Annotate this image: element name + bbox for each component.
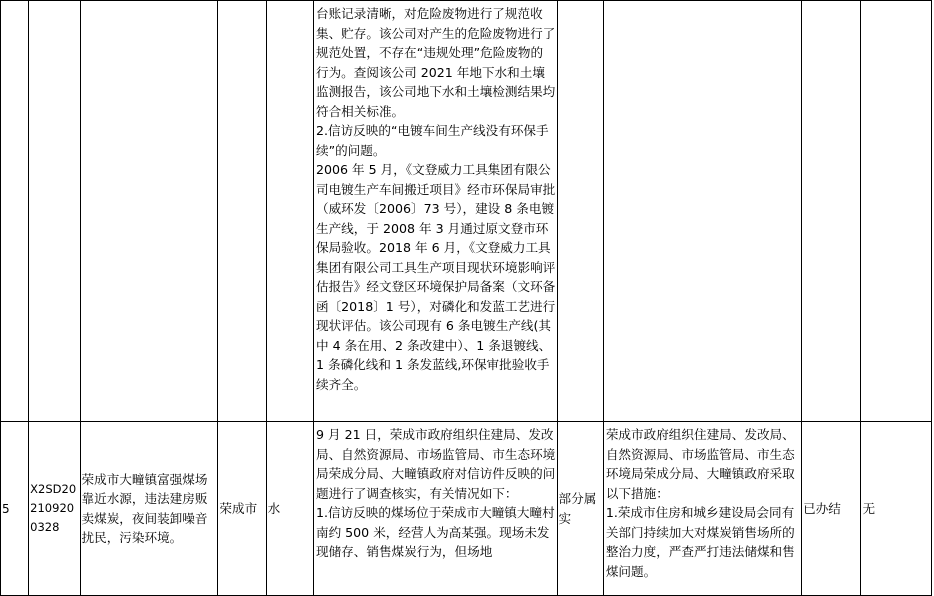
findings-paragraph: 1.信访反映的煤场位于荣成市大疃镇大疃村南约 500 米，经营人为高某强。现场未发现储存、销售煤炭行为，但场地: [315, 505, 555, 559]
accountability: 无: [861, 422, 932, 596]
cell-empty: [266, 1, 313, 422]
findings-paragraph: 2006 年 5 月，《文登威力工具集团有限公司电镀生产车间搬迁项目》经市环保局审批（威环发〔2006〕73 号），建设 8 条电镀生产线，于 2008 年 3 月通过原文登市环保局验收。2018 年 6 月，《文登威力工具集团有限公司工具生产项目现状环境影响评估报告》经文登区环境保护局备案（文环备函〔2018〕1 号），对磷化和发蓝工艺进行现状评估。该公司现有 6 条电镀生产线(其中 4 条在用、2 条改建中）、1 条退镀线、1 条磷化线和 1 条发蓝线,环保审批验收手续齐全。: [315, 162, 556, 392]
verdict: 部分属实: [557, 422, 603, 596]
row-index: 5: [1, 422, 29, 596]
cell-empty: [603, 1, 801, 422]
complaint-content: 荣成市大疃镇富强煤场靠近水源，违法建房贩卖煤炭，夜间装卸噪音扰民，污染环境。: [80, 422, 218, 596]
district: 荣成市: [218, 422, 266, 596]
cell-empty: [218, 1, 266, 422]
findings-paragraph: 台账记录清晰，对危险废物进行了规范收集、贮存。该公司对产生的危险废物进行了规范处置，不存在“违规处理”危险废物的行为。查阅该公司 2021 年地下水和土壤监测报告，该公司地下水和土壤检测结果均符合相关标准。: [315, 6, 556, 119]
measures-paragraph: 荣成市政府组织住建局、发改局、自然资源局、市场监管局、市生态环境局荣成分局、大疃镇政府采取以下措施：: [605, 427, 795, 501]
measures-cell: [603, 422, 801, 596]
findings-cell: [313, 1, 557, 422]
findings-paragraph: 2.信访反映的“电镀车间生产线没有环保手续”的问题。: [315, 123, 549, 158]
findings-cell: [313, 422, 557, 596]
findings-paragraph: 9 月 21 日，荣成市政府组织住建局、发改局、自然资源局、市场监管局、市生态环境局荣成分局、大疃镇政府对信访件反映的问题进行了调查核实，有关情况如下：: [315, 427, 556, 501]
table-row-previous: [1, 1, 932, 422]
measures-paragraph: 1.荣成市住房和城乡建设局会同有关部门持续加大对煤炭销售场所的整治力度，严查严打违法储煤和售煤问题。: [605, 505, 795, 579]
cell-empty: [29, 1, 80, 422]
cell-empty: [1, 1, 29, 422]
pollution-category: 水: [266, 422, 313, 596]
table-row-5: [1, 422, 932, 596]
cell-empty: [80, 1, 218, 422]
cell-empty: [861, 1, 932, 422]
cell-empty: [802, 1, 861, 422]
case-code: X2SD202109200328: [29, 422, 80, 596]
status: 已办结: [802, 422, 861, 596]
cell-empty: [557, 1, 603, 422]
